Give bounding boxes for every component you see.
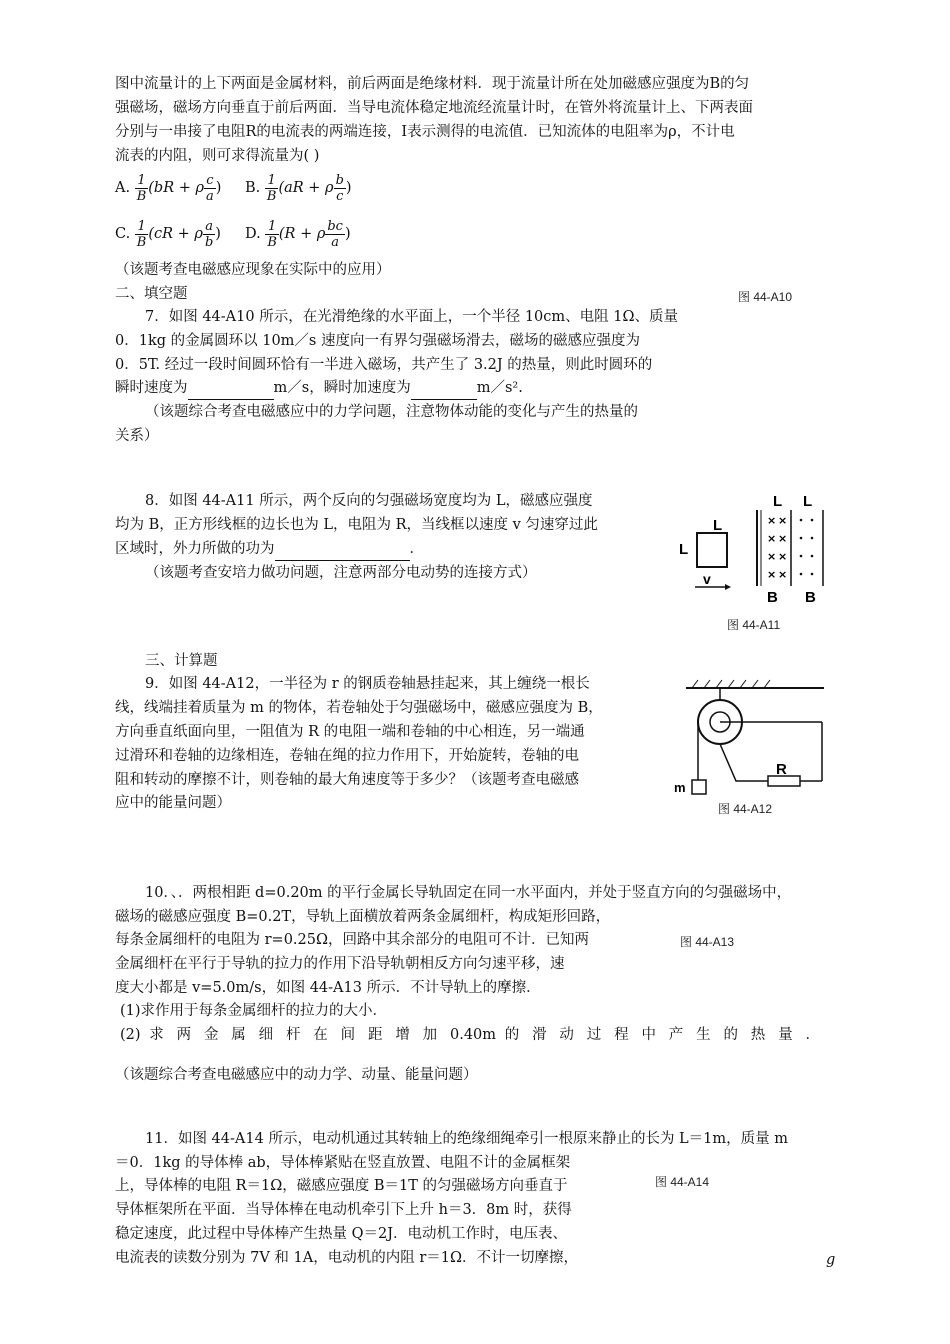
svg-text:×: × [778, 550, 788, 563]
svg-text:×: × [767, 550, 777, 563]
section-calc-title: 三、计算题 [145, 653, 218, 669]
q7-velocity-blank[interactable] [188, 377, 274, 400]
q9-line-3: 方向垂直纸面向里，一阻值为 R 的电阻一端和卷轴的中心相连，另一端通 [115, 724, 585, 740]
option-d-label: D. [245, 226, 261, 242]
q6-line-3: 分别与一串接了电阻R的电流表的两端连接，I表示测得的电流值．已知流体的电阻率为ρ，不计电 [115, 124, 735, 140]
q10-sub-2: (2) 求 两 金 属 细 杆 在 间 距 增 加 0.40m 的 滑 动 过 程 中 产 生 的 热 量 ． [120, 1027, 820, 1043]
fig-a11-label-L-top1: L [773, 493, 783, 510]
q7-line-3: 0．5T. 经过一段时间圆环恰有一半进入磁场，共产生了 3.2J 的热量，则此时圆环的 [115, 357, 653, 373]
figure-caption-a11: 图 44-A11 [727, 618, 781, 632]
q11-line-5: 稳定速度，此过程中导体棒产生热量 Q＝2J．电动机工作时，电压表、 [115, 1226, 568, 1242]
dots-field [800, 519, 814, 576]
option-c-frac: $\frac{a}{b}$ [204, 218, 214, 250]
option-b-coef: $\frac{1}{B}$ [266, 172, 277, 204]
q8-line-1: 8．如图 44-A11 所示，两个反向的匀强磁场宽度均为 L，磁感应强度 [145, 493, 593, 509]
svg-text:m: m [674, 780, 686, 795]
svg-text:×: × [778, 568, 788, 581]
q10-sub-1: (1)求作用于每条金属细杆的拉力的大小． [120, 1003, 388, 1019]
q11-line-6: 电流表的读数分别为 7V 和 1A，电动机的内阻 r＝1Ω．不计一切摩擦， [115, 1250, 579, 1266]
q6-line-2: 强磁场，磁场方向垂直于前后两面．当导电流体稳定地流经流量计时，在管外将流量计上、下两表面 [115, 100, 753, 116]
option-a-frac: $\frac{c}{a}$ [206, 172, 214, 204]
q9-line-5: 阻和转动的摩擦不计，则卷轴的最大角速度等于多少？（该题考查电磁感 [115, 772, 579, 788]
q7-acceleration-blank[interactable] [411, 377, 477, 400]
q11-line-1: 11．如图 44-A14 所示，电动机通过其转轴上的绝缘细绳牵引一根原来静止的长为 L＝1m，质量 m [145, 1131, 789, 1147]
option-b: B. $\frac{1}{B}$ (aR + ρ $\frac{b}{c}$ ) [245, 172, 352, 204]
fig-a11-label-v: v [703, 571, 711, 587]
option-a-label: A. [115, 180, 131, 196]
section-fill-in-title: 二、填空题 [115, 286, 188, 302]
q9-line-1: 9．如图 44-A12，一半径为 r 的钢质卷轴悬挂起来，其上缠绕一根长 [145, 676, 590, 692]
svg-text:R: R [776, 761, 787, 778]
q11-line-2: ＝0．1kg 的导体棒 ab，导体棒紧贴在竖直放置、电阻不计的金属框架 [115, 1155, 571, 1171]
option-c-coef: $\frac{1}{B}$ [136, 218, 147, 250]
q10-line-5: 度大小都是 v=5.0m/s，如图 44-A13 所示．不计导轨上的摩擦． [115, 980, 541, 996]
velocity-arrow-icon [725, 584, 731, 590]
option-d-frac: $\frac{bc}{a}$ [327, 218, 343, 250]
q11-line-3: 上，导体棒的电阻 R＝1Ω，磁感应强度 B＝1T 的匀强磁场方向垂直于 [115, 1178, 568, 1194]
svg-text:×: × [767, 532, 777, 545]
fig-a11-label-L-left: L [679, 541, 689, 558]
q10-note: （该题综合考查电磁感应中的动力学、动量、能量问题） [115, 1067, 478, 1083]
option-d-inner: (R + ρ [278, 226, 326, 242]
q10-line-1: 10．、．两根相距 d=0.20m 的平行金属长导轨固定在同一水平面内，并处于竖直方向的匀强磁场中， [145, 885, 792, 901]
figure-caption-a12: 图 44-A12 [718, 802, 773, 816]
q8-line-2: 均为 B，正方形线框的边长也为 L，电阻为 R，当线框以速度 v 匀速穿过此 [115, 517, 598, 533]
option-d: D. $\frac{1}{B}$ (R + ρ $\frac{bc}{a}$ ) [245, 218, 351, 250]
q7-note-2: 关系） [115, 428, 159, 444]
q9-line-4: 过滑环和卷轴的边缘相连，卷轴在绳的拉力作用下，开始旋转，卷轴的电 [115, 748, 579, 764]
fig-a11-label-L-square: L [713, 517, 723, 534]
option-c-label: C. [115, 226, 131, 242]
q7-line-1: 7．如图 44-A10 所示，在光滑绝缘的水平面上，一个半径 10cm、电阻 1Ω、质量 [145, 309, 678, 325]
option-c-inner: (cR + ρ [148, 226, 203, 242]
figure-caption-a14: 图 44-A14 [655, 1175, 710, 1189]
q9-line-2: 线，线端挂着质量为 m 的物体，若卷轴处于匀强磁场中，磁感应强度为 B， [115, 700, 603, 716]
q8-note: （该题考查安培力做功问题，注意两部分电动势的连接方式） [145, 565, 537, 581]
fig-a11-label-B1: B [767, 589, 778, 606]
q6-line-1: 图中流量计的上下两面是金属材料，前后两面是绝缘材料．现于流量计所在处加磁感应强度为B的匀 [115, 76, 750, 92]
option-b-inner: (aR + ρ [278, 180, 334, 196]
q8-work-blank[interactable] [275, 538, 410, 561]
q10-line-2: 磁场的磁感应强度 B=0.2T，导轨上面横放着两条金属细杆，构成矩形回路， [115, 909, 611, 925]
square-coil [697, 533, 727, 567]
q7-line-4: 瞬时速度为 m／s，瞬时加速度为 m／s². [115, 377, 523, 400]
svg-text:×: × [778, 514, 788, 527]
svg-text:×: × [767, 514, 777, 527]
figure-caption-a10: 图 44-A10 [738, 290, 793, 304]
option-a-coef: $\frac{1}{B}$ [136, 172, 147, 204]
q11-g-symbol: g [826, 1252, 836, 1268]
option-a: A. $\frac{1}{B}$ (bR + ρ $\frac{c}{a}$ ) [115, 172, 222, 204]
figure-caption-a13: 图 44-A13 [680, 935, 735, 949]
q9-line-6: 应中的能量问题） [115, 795, 231, 811]
option-a-inner: (bR + ρ [148, 180, 205, 196]
option-b-frac: $\frac{b}{c}$ [335, 172, 344, 204]
q10-line-3: 每条金属细杆的电阻为 r=0.25Ω，回路中其余部分的电阻可不计．已知两 [115, 932, 589, 948]
q7-velocity-prefix: 瞬时速度为 [115, 380, 188, 396]
q7-unit-b: m／s² [476, 380, 519, 396]
figure-a12 [672, 676, 832, 796]
fig-a11-label-L-top2: L [803, 493, 813, 510]
q8-work-prefix: 区域时，外力所做的功为 [115, 541, 275, 557]
q6-line-4: 流表的内阻，则可求得流量为( ) [115, 148, 320, 164]
q7-note-1: （该题综合考查电磁感应中的力学问题，注意物体动能的变化与产生的热量的 [145, 404, 638, 420]
option-d-coef: $\frac{1}{B}$ [267, 218, 277, 250]
q7-unit-a: m／s，瞬时加速度为 [273, 380, 411, 396]
figure-a11 [675, 490, 845, 610]
q7-line-2: 0．1kg 的金属圆环以 10m／s 速度向一有界匀强磁场滑去，磁场的磁感应强度为 [115, 333, 640, 349]
q8-line-3: 区域时，外力所做的功为 ． [115, 538, 424, 561]
crosses-field [767, 514, 787, 581]
svg-text:×: × [767, 568, 777, 581]
option-b-label: B. [245, 180, 261, 196]
q11-line-4: 导体框架所在平面．当导体棒在电动机牵引下上升 h＝3．8m 时，获得 [115, 1202, 572, 1218]
q6-note: （该题考查电磁感应现象在实际中的应用） [115, 262, 391, 278]
option-c: C. $\frac{1}{B}$ (cR + ρ $\frac{a}{b}$ ) [115, 218, 221, 250]
svg-text:×: × [778, 532, 788, 545]
q10-line-4: 金属细杆在平行于导轨的拉力的作用下沿导轨朝相反方向匀速平移，速 [115, 956, 565, 972]
fig-a11-label-B2: B [805, 589, 816, 606]
hanging-mass [692, 780, 706, 794]
